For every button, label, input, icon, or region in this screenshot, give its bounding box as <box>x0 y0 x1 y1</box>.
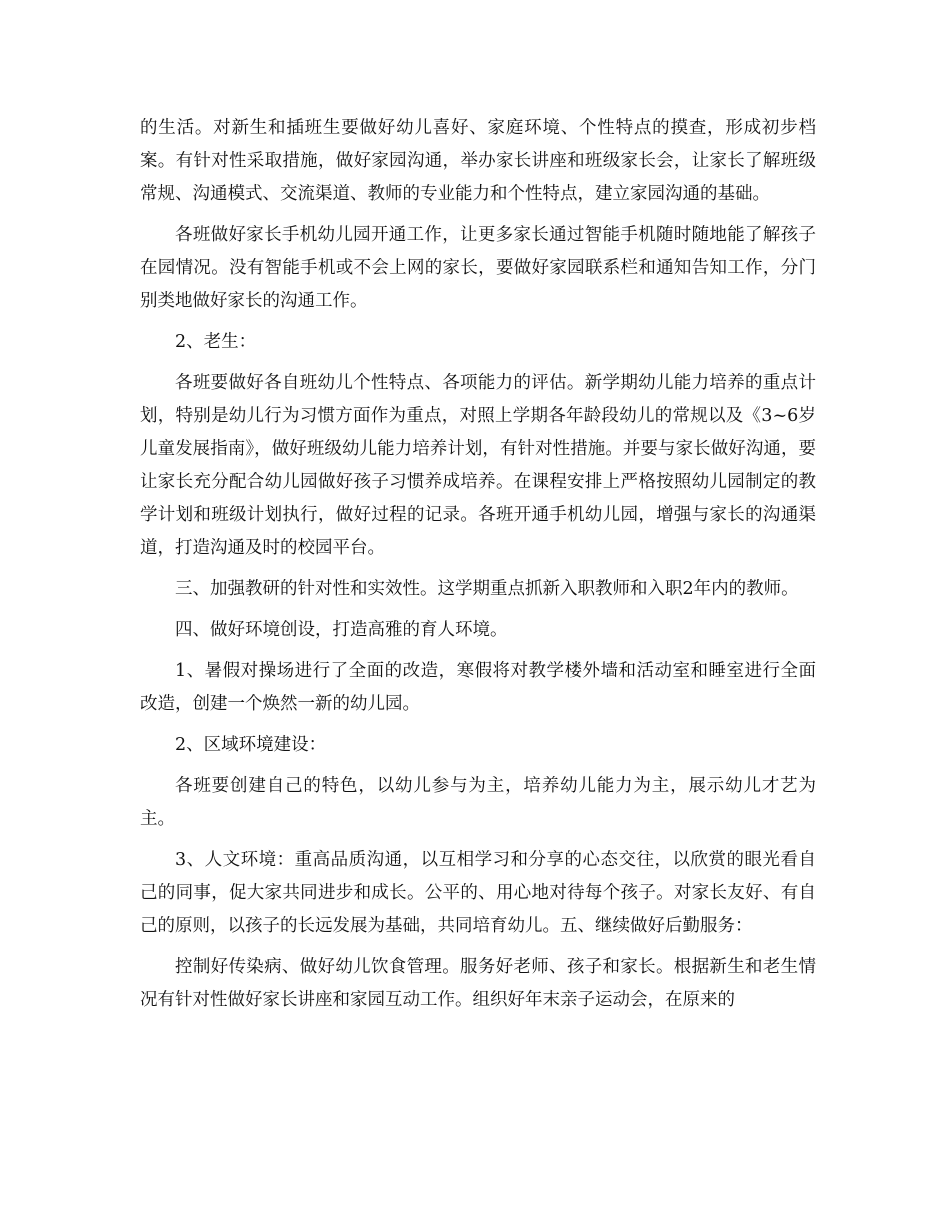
paragraph-1: 的生活。对新生和插班生要做好幼儿喜好、家庭环境、个性特点的摸查，形成初步档案。有针对性采取措施，做好家园沟通，举办家长讲座和班级家长会，让家长了解班级常规、沟通模式、交流渠道、教师的专业能力和个性特点，建立家园沟通的基础。 <box>140 118 816 204</box>
paragraph-4: 各班要做好各自班幼儿个性特点、各项能力的评估。新学期幼儿能力培养的重点计划，特别是幼儿行为习惯方面作为重点，对照上学期各年龄段幼儿的常规以及《3~6岁儿童发展指南》，做好班级幼儿能力培养计划，有针对性措施。并要与家长做好沟通，要让家长充分配合幼儿园做好孩子习惯养成培养。在课程安排上严格按照幼儿园制定的教学计划和班级计划执行，做好过程的记录。各班开通手机幼儿园，增强与家长的沟通渠道，打造沟通及时的校园平台。 <box>140 373 816 558</box>
paragraph-9: 各班要创建自己的特色，以幼儿参与为主，培养幼儿能力为主，展示幼儿才艺为主。 <box>140 776 816 829</box>
paragraph-11: 控制好传染病、做好幼儿饮食管理。服务好老师、孩子和家长。根据新生和老生情况有针对性做好家长讲座和家园互动工作。组织好年末亲子运动会，在原来的 <box>140 957 816 1010</box>
paragraph-10: 3、人文环境：重高品质沟通，以互相学习和分享的心态交往，以欣赏的眼光看自己的同事，促大家共同进步和成长。公平的、用心地对待每个孩子。对家长友好、有自己的原则，以孩子的长远发展为基础，共同培育幼儿。五、继续做好后勤服务： <box>140 850 816 936</box>
section-heading-environment: 四、做好环境创设，打造高雅的育人环境。 <box>175 620 508 640</box>
paragraph-7: 1、暑假对操场进行了全面的改造，寒假将对教学楼外墙和活动室和睡室进行全面改造，创建一个焕然一新的幼儿园。 <box>140 661 816 714</box>
paragraph-5: 三、加强教研的针对性和实效性。这学期重点抓新入职教师和入职2年内的教师。 <box>175 579 799 599</box>
section-heading-old-students: 2、老生： <box>175 332 257 352</box>
section-heading-regional-environment: 2、区域环境建设： <box>175 735 327 755</box>
document-body <box>140 112 816 1017</box>
paragraph-2: 各班做好家长手机幼儿园开通工作，让更多家长通过智能手机随时随地能了解孩子在园情况。没有智能手机或不会上网的家长，要做好家园联系栏和通知告知工作，分门别类地做好家长的沟通工作。 <box>140 225 816 311</box>
